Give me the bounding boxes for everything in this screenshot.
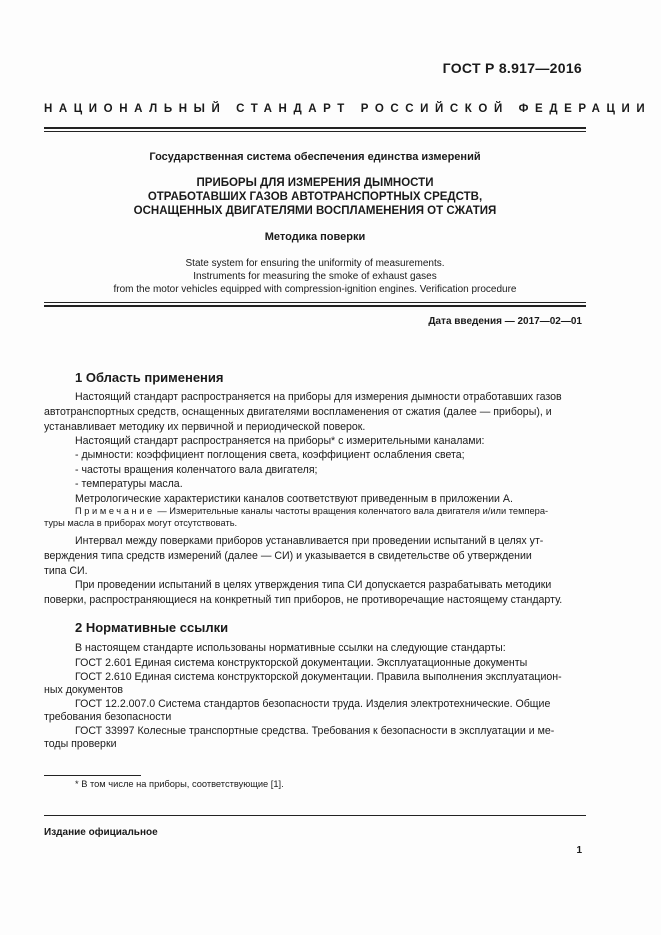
reference-item-cont: ных документов bbox=[44, 684, 123, 696]
title-block-rule-thin bbox=[44, 302, 586, 303]
text-line: верждения типа средств измерений (далее — СИ) и указывается в свидетельстве об утверждении bbox=[44, 550, 532, 562]
english-title-line: State system for ensuring the uniformity of measurements. bbox=[185, 258, 445, 269]
footnote-rule bbox=[44, 775, 141, 776]
note-continuation: туры масла в приборах могут отсутствовать. bbox=[44, 518, 238, 528]
text-line: автотранспортных средств, оснащенных двигателями воспламенения от сжатия (далее — приборы), и bbox=[44, 406, 552, 418]
national-standard-title: НАЦИОНАЛЬНЫЙ СТАНДАРТ РОССИЙСКОЙ ФЕДЕРАЦИИ bbox=[44, 103, 652, 115]
section-1-paragraph-5: При проведении испытаний в целях утверждения типа СИ допускается разрабатывать методики bbox=[75, 579, 552, 591]
section-1-paragraph-5-cont: поверки, распространяющиеся на конкретный тип приборов, не противоречащие настоящему стандарту. bbox=[44, 594, 563, 606]
reference-item-cont: тоды проверки bbox=[44, 738, 117, 750]
main-title-line: ОСНАЩЕННЫХ ДВИГАТЕЛЯМИ ВОСПЛАМЕНЕНИЯ ОТ СЖАТИЯ bbox=[133, 205, 497, 217]
section-1-paragraph-4-cont bbox=[44, 549, 532, 578]
text-line: типа СИ. bbox=[44, 564, 88, 577]
english-title-line: from the motor vehicles equipped with compression-ignition engines. Verification procedure bbox=[113, 284, 517, 296]
reference-item: ГОСТ 33997 Колесные транспортные средства. Требования к безопасности в эксплуатации и ме- bbox=[75, 725, 555, 737]
section-1-paragraph-4: Интервал между поверками приборов устанавливается при проведении испытаний в целях ут- bbox=[75, 535, 544, 547]
document-code: ГОСТ Р 8.917—2016 bbox=[442, 60, 582, 76]
footnote: * В том числе на приборы, соответствующие [1]. bbox=[75, 779, 284, 789]
system-title: Государственная система обеспечения единства измерений bbox=[149, 151, 481, 163]
reference-item: ГОСТ 2.610 Единая система конструкторской документации. Правила выполнения эксплуатацион- bbox=[75, 671, 562, 683]
list-item: - температуры масла. bbox=[75, 478, 183, 491]
introduction-date: Дата введения — 2017—02—01 bbox=[428, 316, 582, 327]
main-title-line: ОТРАБОТАВШИХ ГАЗОВ АВТОТРАНСПОРТНЫХ СРЕДСТВ, bbox=[147, 191, 483, 203]
reference-item: ГОСТ 2.601 Единая система конструкторской документации. Эксплуатационные документы bbox=[75, 657, 528, 669]
reference-item-cont: требования безопасности bbox=[44, 711, 172, 723]
section-1-paragraph-1 bbox=[75, 390, 582, 405]
section-2-intro: В настоящем стандарте использованы нормативные ссылки на следующие стандарты: bbox=[75, 642, 506, 654]
list-item: - дымности: коэффициент поглощения света, коэффициент ослабления света; bbox=[75, 449, 465, 461]
note-text: — Измерительные каналы частоты вращения коленчатого вала двигателя и/или темпера- bbox=[154, 506, 549, 516]
note bbox=[75, 505, 582, 518]
method-subtitle: Методика поверки bbox=[264, 231, 366, 243]
channel-list bbox=[75, 448, 465, 492]
page-number: 1 bbox=[576, 845, 582, 856]
section-1-heading: 1 Область применения bbox=[75, 370, 224, 385]
text-line: устанавливает методику их первичной и периодической поверок. bbox=[44, 420, 366, 433]
list-item: - частоты вращения коленчатого вала двигателя; bbox=[75, 463, 318, 476]
header-rule-thin bbox=[44, 131, 586, 132]
text-line: Настоящий стандарт распространяется на приборы для измерения дымности отработавших газов bbox=[75, 391, 562, 403]
english-title-line: Instruments for measuring the smoke of exhaust gases bbox=[193, 271, 437, 283]
footer-rule bbox=[44, 815, 586, 816]
header-rule-thick bbox=[44, 127, 586, 129]
section-1-paragraph-2: Настоящий стандарт распространяется на приборы* с измерительными каналами: bbox=[75, 435, 485, 447]
edition-label: Издание официальное bbox=[44, 827, 158, 838]
section-2-heading: 2 Нормативные ссылки bbox=[75, 620, 229, 635]
section-1-paragraph-3: Метрологические характеристики каналов соответствуют приведенным в приложении А. bbox=[75, 493, 513, 505]
section-1-paragraph-1-cont bbox=[44, 405, 584, 434]
reference-item: ГОСТ 12.2.007.0 Система стандартов безопасности труда. Изделия электротехнические. Общие bbox=[75, 698, 551, 710]
main-title-line: ПРИБОРЫ ДЛЯ ИЗМЕРЕНИЯ ДЫМНОСТИ bbox=[196, 177, 434, 189]
note-label: Примечание bbox=[75, 506, 155, 516]
title-block-rule-thick bbox=[44, 305, 586, 307]
english-title bbox=[44, 257, 586, 297]
main-title bbox=[44, 176, 586, 218]
